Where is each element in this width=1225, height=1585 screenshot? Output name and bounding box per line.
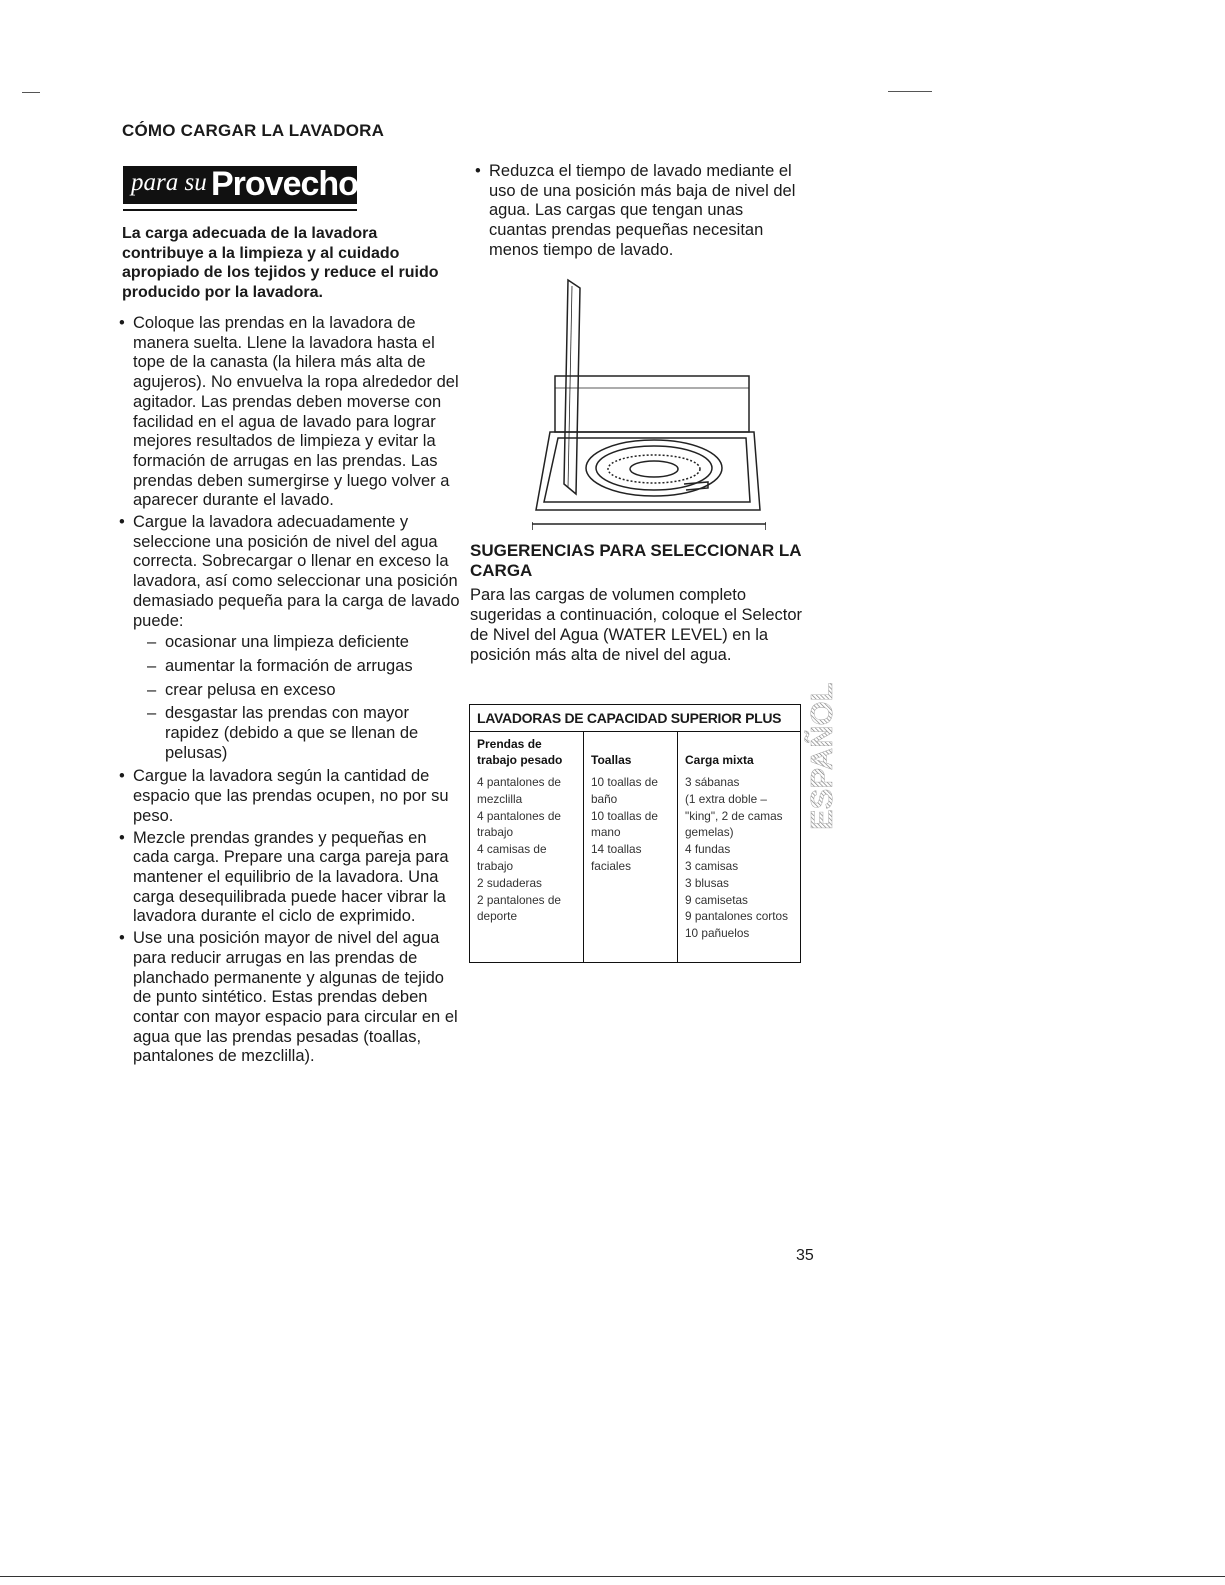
bullet-item xyxy=(119,513,464,763)
column-header: Prendas de trabajo pesado xyxy=(477,737,563,767)
bullet-text: Cargue la lavadora adecuadamente y seleccione una posición de nivel del agua correcta. Sobrecargar o llenar en exceso la lavadora, así como seleccionar una posición demasiado pequeña para la carga de lavado puede: xyxy=(133,513,460,630)
bullet-text: Coloque las prendas en la lavadora de manera suelta. Llene la lavadora hasta el tope de la canasta (la hilera más alta de agujeros). No envuelva la ropa alrededor del agitador. Las prendas deben moverse con facilidad en el agua de lavado para lograr mejores resultados de limpieza y evitar la formación de arrugas en las prendas. Las prendas deben sumergirse y luego volver a aparecer durante el lavado. xyxy=(133,314,459,510)
logo-underline xyxy=(123,209,357,211)
section-title: CÓMO CARGAR LA LAVADORA xyxy=(122,121,385,140)
table-title: LAVADORAS DE CAPACIDAD SUPERIOR PLUS xyxy=(470,705,800,732)
crop-mark-right xyxy=(888,91,932,92)
table-cell: 4 camisas de trabajo xyxy=(477,842,547,873)
bullet-item xyxy=(119,829,464,928)
washer-illustration xyxy=(532,272,766,530)
table-cell: 10 pañuelos xyxy=(685,926,750,941)
bottom-rule xyxy=(0,1576,1225,1577)
table-column-heavy xyxy=(470,732,583,962)
bullet-text: Cargue la lavadora según la cantidad de espacio que las prendas ocupen, no por su peso. xyxy=(133,767,449,825)
table-cell: 9 pantalones cortos xyxy=(685,909,788,924)
left-bullet-list xyxy=(119,314,464,1069)
right-bullet-list xyxy=(475,162,805,263)
column-header: Toallas xyxy=(591,753,632,767)
intro-paragraph: La carga adecuada de la lavadora contribuye a la limpieza y al cuidado apropiado de los tejidos y reduce el ruido producido por la lavadora. xyxy=(122,225,439,301)
table-cell: 4 pantalones de mezclilla xyxy=(477,775,561,806)
table-cell: 2 pantalones de deporte xyxy=(477,892,561,924)
table-cell: 10 toallas de mano xyxy=(591,808,658,840)
table-cell: 4 fundas xyxy=(685,842,731,857)
page-number: 35 xyxy=(796,1247,814,1264)
suggestions-title: SUGERENCIAS PARA SELECCIONAR LA CARGA xyxy=(470,541,801,580)
crop-mark-left xyxy=(22,92,40,93)
dash-item: – crear pelusa en exceso xyxy=(147,681,464,701)
bullet-item xyxy=(119,767,464,826)
table-cell: 9 camisetas xyxy=(685,892,748,907)
bullet-item xyxy=(119,314,464,511)
dash-item: – ocasionar una limpieza deficiente xyxy=(147,633,464,653)
load-table xyxy=(469,704,801,963)
bullet-item xyxy=(119,929,464,1067)
dash-item: – desgastar las prendas con mayor rapidez (debido a que se llenan de pelusas) xyxy=(147,704,464,763)
bullet-text: Use una posición mayor de nivel del agua para reducir arrugas en las prendas de planchado permanente y algunas de tejido de punto sintético. Estas prendas deben contar con mayor espacio para circular en el agua que las prendas pesadas (toallas, pantalones de mezclilla). xyxy=(133,929,458,1066)
table-cell: 10 toallas de baño xyxy=(591,775,658,806)
column-header: Carga mixta xyxy=(685,753,754,767)
table-cell: 3 sábanas xyxy=(685,775,740,789)
bullet-text: Mezcle prendas grandes y pequeñas en cada carga. Prepare una carga pareja para mantener el equilibrio de la lavadora. Una carga desequilibrada puede hacer vibrar la lavadora durante el ciclo de exprimido. xyxy=(133,828,449,926)
espanol-side-tab xyxy=(804,648,840,833)
table-columns xyxy=(470,732,800,962)
table-cell: 14 toallas faciales xyxy=(591,842,642,873)
dash-list xyxy=(133,633,464,763)
table-cell: (1 extra doble – "king", 2 de camas gemelas) xyxy=(685,791,783,840)
dash-item: – aumentar la formación de arrugas xyxy=(147,657,464,677)
table-cell: 2 sudaderas xyxy=(477,875,542,890)
table-cell: 3 blusas xyxy=(685,875,729,890)
bullet-text: Reduzca el tiempo de lavado mediante el uso de una posición más baja de nivel del agua. Las cargas que tengan unas cuantas prendas pequeñas necesitan menos tiempo de lavado. xyxy=(489,162,796,259)
logo-big-text: Provecho xyxy=(211,165,358,203)
table-cell: 4 pantalones de trabajo xyxy=(477,808,561,840)
logo-small-text: para su xyxy=(131,169,207,196)
table-cell: 3 camisas xyxy=(685,858,739,873)
para-su-provecho-logo xyxy=(123,166,357,204)
suggestions-body: Para las cargas de volumen completo sugeridas a continuación, coloque el Selector de Nivel del Agua (WATER LEVEL) en la posición más alta de nivel del agua. xyxy=(470,586,803,664)
side-label-text: ESPAÑOL xyxy=(804,682,839,830)
bullet-item xyxy=(475,162,805,261)
table-column-towels xyxy=(583,732,677,962)
table-column-mixed xyxy=(677,732,800,962)
